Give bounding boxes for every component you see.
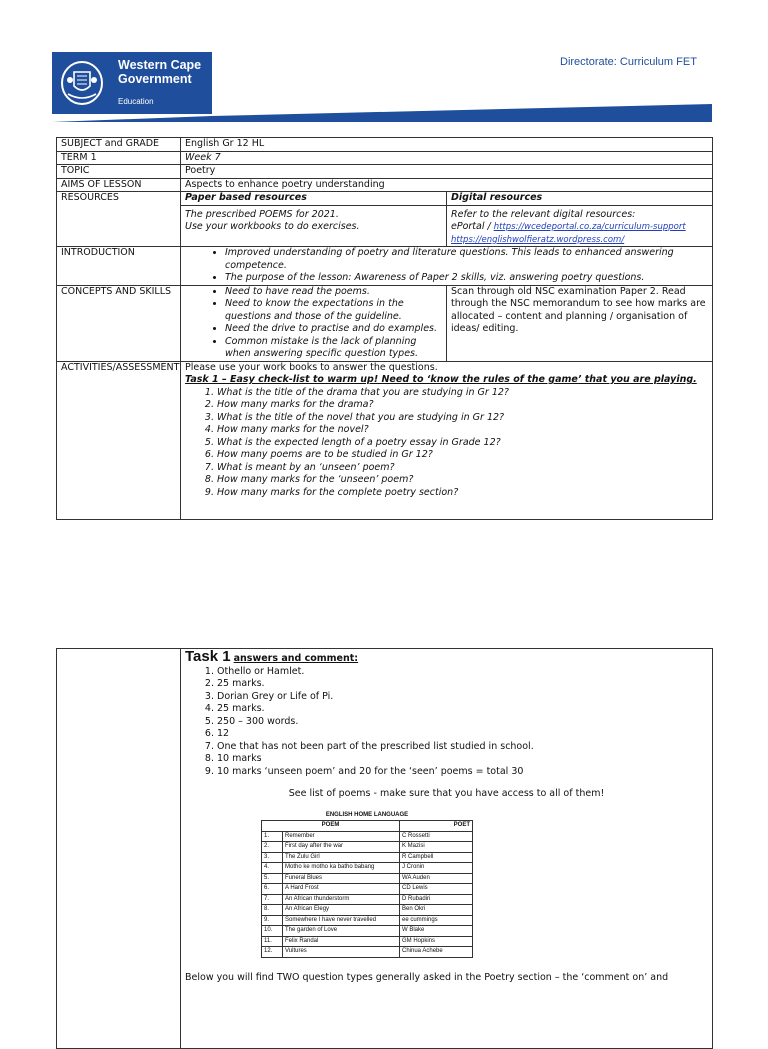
concepts-right: Scan through old NSC examination Paper 2. Read through the NSC memorandum to see how marks are allocated – content and planning / organisation of ideas/ editing.: [447, 285, 713, 361]
eportal-line: [451, 221, 708, 234]
concepts-label: CONCEPTS AND SKILLS: [57, 285, 181, 361]
poem-number: 1.: [262, 831, 283, 842]
answer-item: 3. Dorian Grey or Life of Pi.: [217, 691, 708, 704]
activities-label: ACTIVITIES/ASSESSMENT: [57, 361, 181, 519]
poet-name: ee cummings: [400, 915, 473, 926]
see-list-note: See list of poems - make sure that you have access to all of them!: [288, 788, 605, 799]
paper-resources-heading: Paper based resources: [181, 192, 447, 206]
poem-row: [262, 894, 473, 905]
poem-number: 9.: [262, 915, 283, 926]
poem-number: 7.: [262, 894, 283, 905]
answer-item: 1. Othello or Hamlet.: [217, 666, 708, 679]
poet-name: W Blake: [400, 926, 473, 937]
activities-content: [181, 361, 713, 519]
concept-bullet: • Common mistake is the lack of planning when answering specific question types.: [225, 336, 444, 361]
poem-title: Funeral Blues: [283, 873, 400, 884]
answer-item: 4. 25 marks.: [217, 703, 708, 716]
poem-number: 3.: [262, 852, 283, 863]
poem-row: [262, 852, 473, 863]
poem-row: [262, 905, 473, 916]
poem-row: [262, 936, 473, 947]
topic-value: Poetry: [181, 165, 713, 179]
poem-number: 12.: [262, 947, 283, 958]
digital-line-1: Refer to the relevant digital resources:: [451, 208, 636, 220]
introduction-label: INTRODUCTION: [57, 247, 181, 286]
poem-row: [262, 863, 473, 874]
government-name: Western Cape Government: [118, 58, 202, 86]
wced-eportal-link[interactable]: https://wcedeportal.co.za/curriculum-support: [493, 222, 686, 232]
question-item: 3. What is the title of the novel that you are studying in Gr 12?: [217, 412, 708, 425]
question-item: 9. How many marks for the complete poetry section?: [217, 487, 708, 500]
activities-intro: Please use your work books to answer the questions.: [185, 361, 438, 373]
concept-bullet: • Need to know the expectations in the questions and those of the guideline.: [225, 298, 444, 323]
poem-title: Motho ke motho ka batho babang: [283, 863, 400, 874]
question-item: 4. How many marks for the novel?: [217, 424, 708, 437]
term-label: TERM 1: [57, 151, 181, 165]
paper-line-1: The prescribed POEMS for 2021.: [185, 208, 339, 220]
poem-title: Remember: [283, 831, 400, 842]
poet-name: CD Lewis: [400, 884, 473, 895]
answers-title: Task 1: [185, 648, 231, 665]
aims-label: AIMS OF LESSON: [57, 178, 181, 192]
paper-resources: [181, 205, 447, 247]
poem-row: [262, 873, 473, 884]
poet-column-header: POET: [400, 821, 473, 832]
poem-title: Felix Randal: [283, 936, 400, 947]
poem-title: An African Elegy: [283, 905, 400, 916]
concept-bullet: • Need the drive to practise and do examples.: [225, 323, 444, 336]
poet-name: Chinua Achebe: [400, 947, 473, 958]
wolfieratz-link[interactable]: https://englishwolfieratz.wordpress.com/: [451, 234, 625, 245]
poem-number: 5.: [262, 873, 283, 884]
poem-number: 11.: [262, 936, 283, 947]
poet-name: WA Auden: [400, 873, 473, 884]
poem-title: Somewhere I have never travelled: [283, 915, 400, 926]
question-types-intro: Below you will find TWO question types generally asked in the Poetry section – the ‘comment on’ and: [185, 971, 669, 983]
poem-rows: [262, 831, 473, 957]
introduction-content: [181, 247, 713, 286]
poet-name: J Cronin: [400, 863, 473, 874]
poem-title: First day after the war: [283, 842, 400, 853]
answer-list: [185, 666, 708, 779]
paper-line-2: Use your workbooks to do exercises.: [185, 221, 360, 232]
poem-title: The Zulu Girl: [283, 852, 400, 863]
question-item: 8. How many marks for the ‘unseen’ poem?: [217, 474, 708, 487]
concepts-content: [181, 285, 447, 361]
poem-number: 8.: [262, 905, 283, 916]
header-banner-stripe: [52, 104, 712, 122]
subject-label: SUBJECT and GRADE: [57, 138, 181, 152]
poet-name: K Mazisi: [400, 842, 473, 853]
question-item: 7. What is meant by an ‘unseen’ poem?: [217, 462, 708, 475]
poem-title: The garden of Love: [283, 926, 400, 937]
poem-number: 2.: [262, 842, 283, 853]
aims-value: Aspects to enhance poetry understanding: [181, 178, 713, 192]
digital-resources: [447, 205, 713, 247]
subject-value: English Gr 12 HL: [181, 138, 713, 152]
department-name: Education: [118, 97, 154, 106]
question-item: 5. What is the expected length of a poetry essay in Grade 12?: [217, 437, 708, 450]
answer-item: 2. 25 marks.: [217, 678, 708, 691]
poem-row: [262, 926, 473, 937]
poem-row: [262, 915, 473, 926]
answer-item: 8. 10 marks: [217, 753, 708, 766]
poem-title: An African thunderstorm: [283, 894, 400, 905]
digital-resources-heading: Digital resources: [447, 192, 713, 206]
concept-bullet: • Need to have read the poems.: [225, 286, 444, 299]
poem-title: A Hard Frost: [283, 884, 400, 895]
poem-row: [262, 842, 473, 853]
intro-bullet: • Improved understanding of poetry and literature questions. This leads to enhanced answering competence.: [225, 247, 708, 272]
question-item: 1. What is the title of the drama that you are studying in Gr 12?: [217, 387, 708, 400]
answer-item: 5. 250 – 300 words.: [217, 716, 708, 729]
question-item: 6. How many poems are to be studied in Gr 12?: [217, 449, 708, 462]
poem-row: [262, 884, 473, 895]
answer-item: 6. 12: [217, 728, 708, 741]
poem-number: 4.: [262, 863, 283, 874]
poet-name: C Rossetti: [400, 831, 473, 842]
poet-name: Ben Okri: [400, 905, 473, 916]
poet-name: R Campbell: [400, 852, 473, 863]
answers-table: [56, 648, 713, 1049]
question-list: [185, 387, 708, 500]
term-value: Week 7: [181, 151, 713, 165]
answer-item: 7. One that has not been part of the prescribed list studied in school.: [217, 741, 708, 754]
topic-label: TOPIC: [57, 165, 181, 179]
answers-content: [181, 649, 713, 1049]
poem-list: [261, 811, 473, 958]
poem-title: Vultures: [283, 947, 400, 958]
poet-name: D Rubadiri: [400, 894, 473, 905]
poet-name: GM Hopkins: [400, 936, 473, 947]
poem-column-header: POEM: [262, 821, 400, 832]
directorate-label: Directorate: Curriculum FET: [560, 56, 697, 68]
poem-row: [262, 831, 473, 842]
poem-number: 10.: [262, 926, 283, 937]
eportal-label: ePortal /: [451, 221, 494, 232]
intro-bullet: • The purpose of the lesson: Awareness of Paper 2 skills, viz. answering poetry questions.: [225, 272, 708, 285]
poem-number: 6.: [262, 884, 283, 895]
resources-label: RESOURCES: [57, 192, 181, 247]
lesson-plan-table: [56, 137, 713, 520]
answer-item: 9. 10 marks ‘unseen poem’ and 20 for the ‘seen’ poems = total 30: [217, 766, 708, 779]
poem-row: [262, 947, 473, 958]
prescribed-poems-table: [261, 811, 473, 958]
task1-heading: Task 1 – Easy check-list to warm up! Need to ‘know the rules of the game’ that you are playing.: [185, 374, 697, 385]
question-item: 2. How many marks for the drama?: [217, 399, 708, 412]
poem-table-title: ENGLISH HOME LANGUAGE: [325, 811, 409, 818]
answers-left-cell: [57, 649, 181, 1049]
answers-subtitle: answers and comment:: [233, 653, 359, 664]
coat-of-arms-icon: [60, 60, 104, 106]
